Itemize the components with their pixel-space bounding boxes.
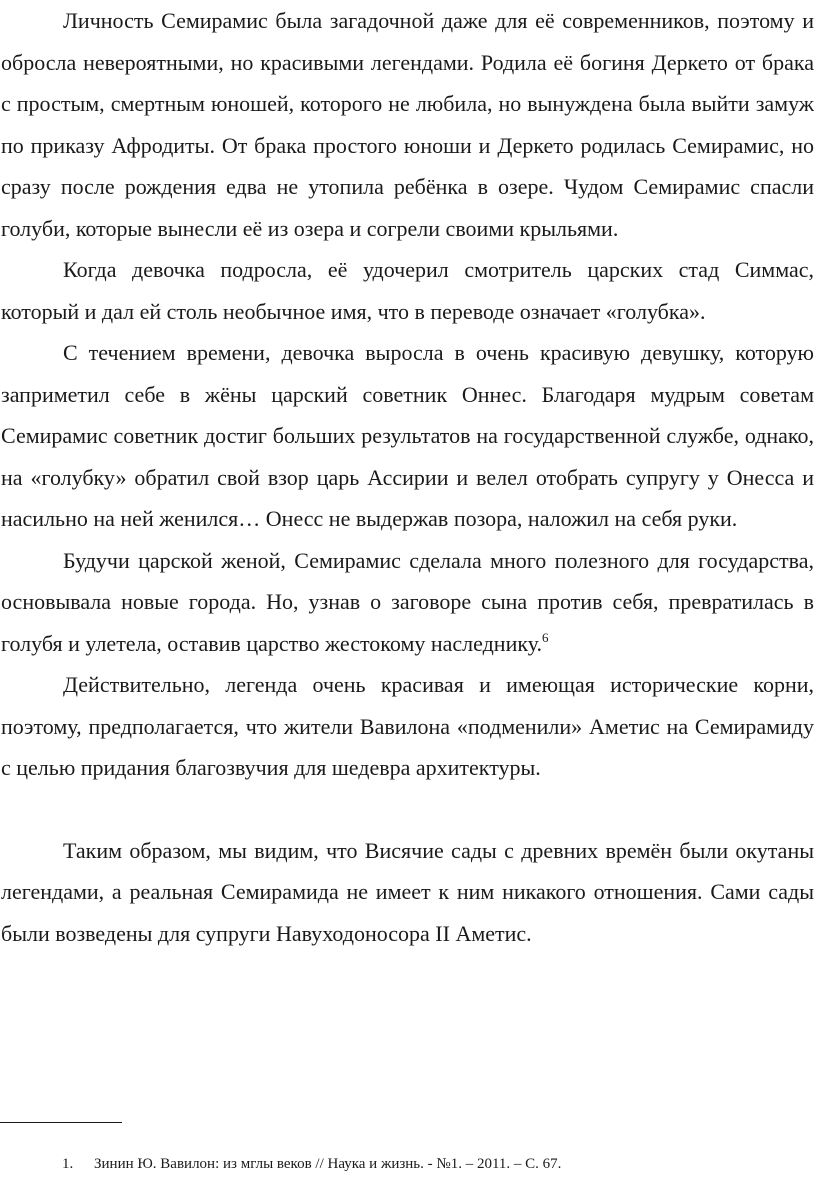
paragraph-adoption: Когда девочка подросла, её удочерил смотритель царских стад Симмас, который и дал ей столь необычное имя, что в переводе означает «голубка». — [1, 257, 814, 324]
document-body — [1, 0, 814, 954]
footnote-number: 1. — [62, 1156, 74, 1172]
paragraph-spacer — [1, 789, 814, 830]
footnote-reference[interactable]: 6 — [542, 629, 549, 645]
paragraph-conclusion: Таким образом, мы видим, что Висячие сады с древних времён были окутаны легендами, а реальная Семирамида не имеет к ним никакого отношения. Сами сады были возведены для супруги Навуходоносора II Аметис. — [1, 837, 814, 946]
footnote — [62, 1155, 561, 1173]
footnote-text: Зинин Ю. Вавилон: из мглы веков // Наука и жизнь. - №1. – 2011. – С. 67. — [94, 1156, 562, 1172]
paragraph-marriage: С течением времени, девочка выросла в очень красивую девушку, которую заприметил себе в жёны царский советник Оннес. Благодаря мудрым советам Семирамис советник достиг больших результатов на государственной службе, однако, на «голубку» обратил свой взор царь Ассирии и велел отобрать супругу у Онесса и насильно на ней женился… Онесс не выдержав позора, наложил на себя руки. — [1, 340, 814, 531]
paragraph-semiramis-birth: Личность Семирамис была загадочной даже для её современников, поэтому и обросла невероятными, но красивыми легендами. Родила её богиня Деркето от брака с простым, смертным юношей, которого не любила, но вынуждена была выйти замуж по приказу Афродиты. От брака простого юноши и Деркето родилась Семирамис, но сразу после рождения едва не утопила ребёнка в озере. Чудом Семирамис спасли голуби, которые вынесли её из озера и согрели своими крыльями. — [1, 8, 814, 241]
footnote-separator — [0, 1122, 122, 1123]
paragraph-queen-text: Будучи царской женой, Семирамис сделала много полезного для государства, основывала новые города. Но, узнав о заговоре сына против себя, превратилась в голубя и улетела, оставив царство жестокому наследнику. — [1, 547, 814, 656]
paragraph-queen — [1, 540, 814, 665]
paragraph-legend-roots: Действительно, легенда очень красивая и имеющая исторические корни, поэтому, предполагается, что жители Вавилона «подменили» Аметис на Семирамиду с целью придания благозвучия для шедевра архитектуры. — [1, 672, 814, 780]
